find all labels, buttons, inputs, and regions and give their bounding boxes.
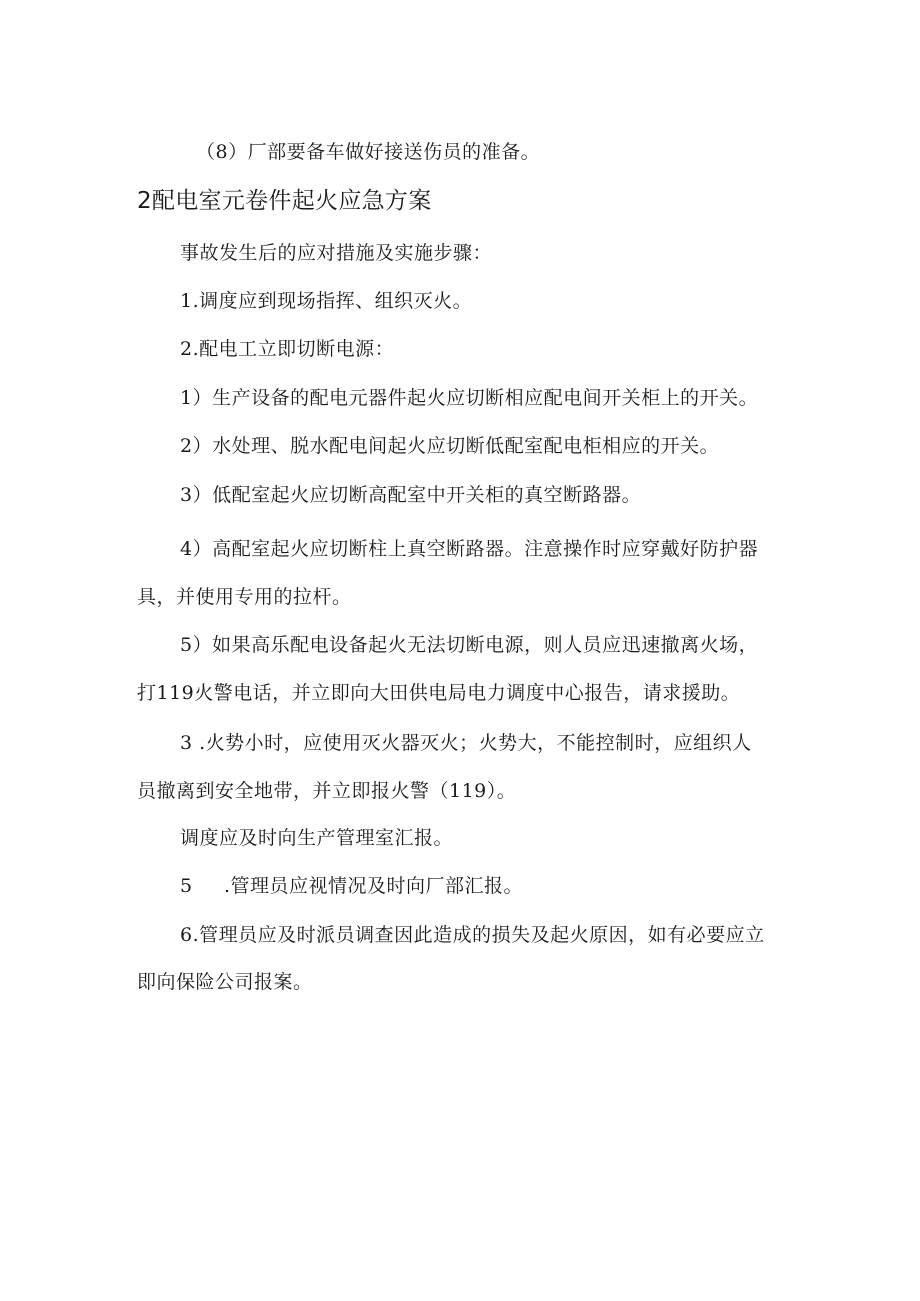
step-1: 1.调度应到现场指挥、组织灭火。 [180,290,473,312]
step-2: 2.配电工立即切断电源： [180,338,395,360]
sub-step-5-line-1: 5）如果高乐配电设备起火无法切断电源，则人员应迅速撤离火场， [180,634,759,656]
sub-step-4-line-1: 4）高配室起火应切断柱上真空断路器。注意操作时应穿戴好防护器 [180,538,759,560]
section-heading: 2配电室元卷件起火应急方案 [137,188,432,214]
step-5-text: .管理员应视情况及时向厂部汇报。 [224,875,524,897]
paragraph-item-8: （8）厂部要备车做好接送伤员的准备。 [196,141,541,163]
step-6-line-1: 6.管理员应及时派员调查因此造成的损失及起火原因，如有必要应立 [180,924,765,946]
step-3-line-2: 员撤离到安全地带，并立即报火警（119）。 [137,780,517,802]
intro-paragraph: 事故发生后的应对措施及实施步骤： [180,242,493,264]
sub-step-4-line-2: 具，并使用专用的拉杆。 [137,586,352,608]
sub-step-5-line-2: 打119火警电话，并立即向大田供电局电力调度中心报告，请求援助。 [137,682,741,704]
sub-step-1: 1）生产设备的配电元器件起火应切断相应配电间开关柜上的开关。 [180,387,759,409]
step-4: 调度应及时向生产管理室汇报。 [180,827,454,849]
sub-step-3: 3）低配室起火应切断高配室中开关柜的真空断路器。 [180,484,642,506]
step-5-number: 5 [180,875,193,897]
step-6-line-2: 即向保险公司报案。 [137,971,313,993]
step-5 [180,874,523,898]
step-3-line-1: 3 .火势小时，应使用灭火器灭火；火势大，不能控制时，应组织人 [180,732,752,754]
sub-step-2: 2）水处理、脱水配电间起火应切断低配室配电柜相应的开关。 [180,435,720,457]
